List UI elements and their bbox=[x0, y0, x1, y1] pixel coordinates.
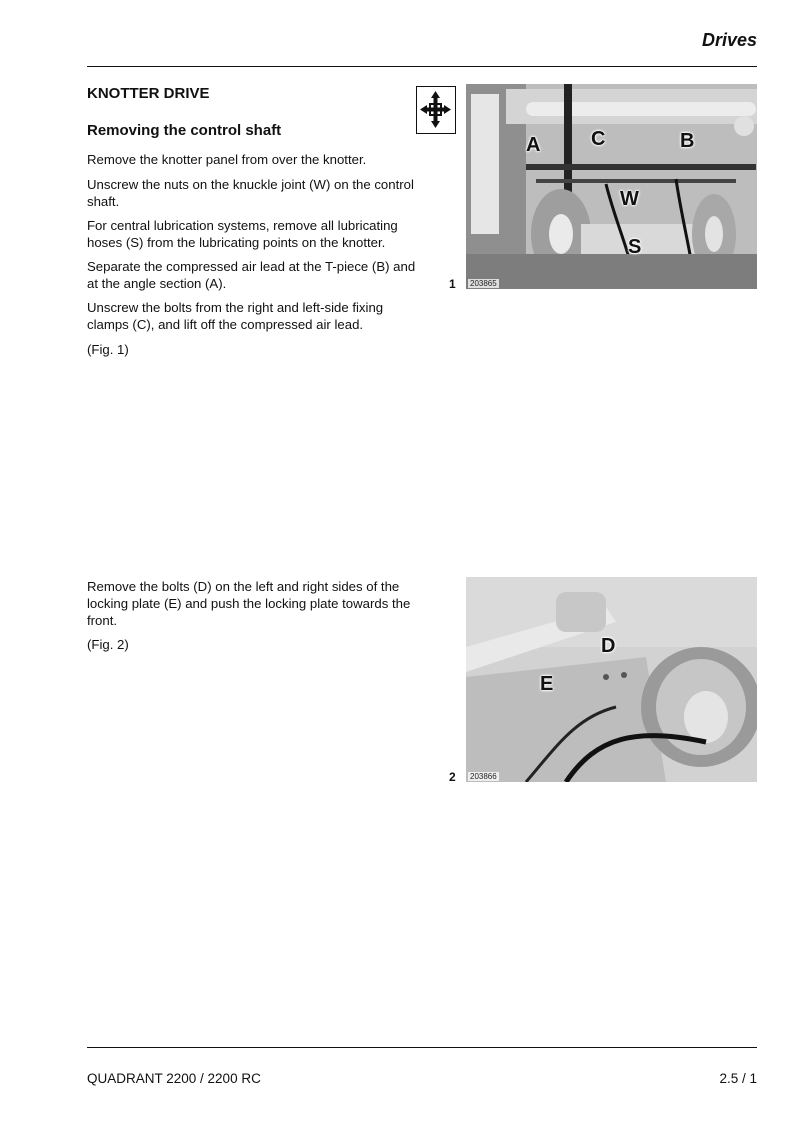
section-title: KNOTTER DRIVE bbox=[87, 85, 210, 102]
figure-reference: (Fig. 2) bbox=[87, 637, 129, 652]
footer-rule bbox=[87, 1047, 757, 1048]
callout-b: B bbox=[680, 130, 695, 152]
footer-model: QUADRANT 2200 / 2200 RC bbox=[87, 1071, 261, 1086]
figure-2-number: 2 bbox=[449, 770, 456, 784]
figure-2-photo bbox=[466, 577, 757, 782]
figure-1-number: 1 bbox=[449, 277, 456, 291]
page-header-title: Drives bbox=[701, 30, 757, 50]
instruction-paragraph: Unscrew the bolts from the right and left-side fixing clamps (C), and lift off the compressed air lead. bbox=[87, 300, 384, 332]
instruction-paragraph: For central lubrication systems, remove all lubricating hoses (S) from the lubricating points on the knotter. bbox=[87, 218, 398, 250]
callout-a: A bbox=[526, 134, 541, 156]
callout-c: C bbox=[591, 128, 606, 150]
instruction-paragraph: Unscrew the nuts on the knuckle joint (W) on the control shaft. bbox=[87, 177, 414, 209]
subsection-title: Removing the control shaft bbox=[87, 122, 282, 139]
header-rule bbox=[87, 66, 757, 67]
instruction-paragraph: Remove the knotter panel from over the knotter. bbox=[87, 152, 367, 167]
instruction-paragraph: Separate the compressed air lead at the T-piece (B) and at the angle section (A). bbox=[87, 259, 416, 291]
move-warning-icon bbox=[416, 86, 456, 134]
instruction-paragraph: Remove the bolts (D) on the left and right sides of the locking plate (E) and push the locking plate towards the front. bbox=[87, 579, 411, 628]
callout-d: D bbox=[601, 635, 616, 657]
figure-reference: (Fig. 1) bbox=[87, 342, 129, 357]
callout-e: E bbox=[540, 673, 554, 695]
figure-1-code: 203865 bbox=[470, 279, 497, 288]
footer-page-number: 2.5 / 1 bbox=[719, 1071, 757, 1086]
callout-s: S bbox=[628, 236, 642, 258]
figure-2-code: 203866 bbox=[470, 772, 497, 781]
figure-1-photo bbox=[466, 84, 757, 289]
callout-w: W bbox=[620, 188, 639, 210]
